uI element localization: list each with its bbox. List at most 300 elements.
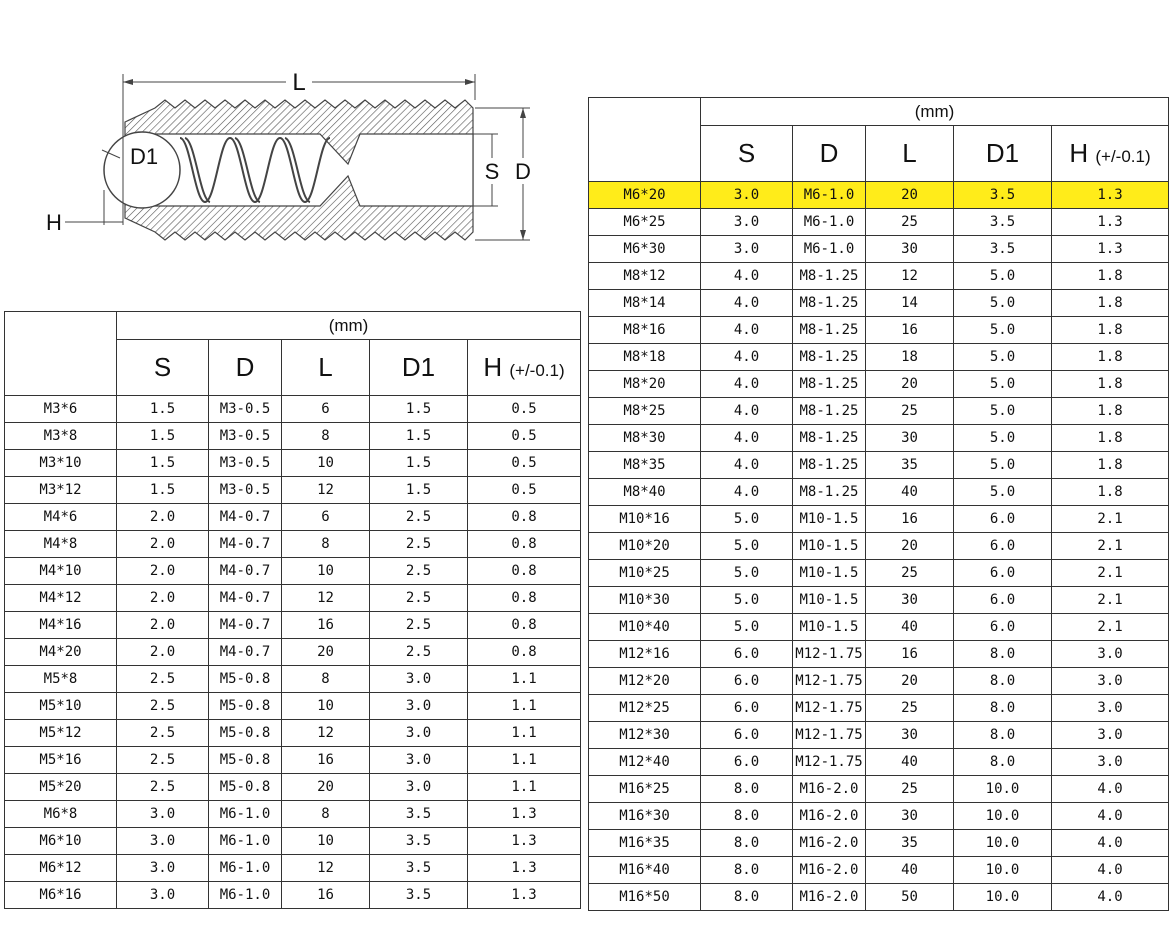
header-h-label: H — [1069, 138, 1089, 168]
value-cell: 4.0 — [701, 317, 793, 344]
value-cell: 1.8 — [1052, 479, 1169, 506]
value-cell: 3.0 — [117, 855, 209, 882]
table-row — [589, 884, 1169, 911]
table-row — [5, 747, 581, 774]
value-cell: 50 — [866, 884, 954, 911]
value-cell: 1.8 — [1052, 398, 1169, 425]
value-cell: 6.0 — [701, 668, 793, 695]
value-cell: 3.0 — [370, 747, 468, 774]
value-cell: 3.5 — [370, 828, 468, 855]
table-row — [589, 695, 1169, 722]
value-cell: 6.0 — [701, 749, 793, 776]
value-cell: M3-0.5 — [209, 450, 282, 477]
value-cell: 1.5 — [117, 477, 209, 504]
label-ball-protrusion: H — [46, 210, 62, 235]
model-cell: M12*16 — [589, 641, 701, 668]
model-cell: M6*12 — [5, 855, 117, 882]
value-cell: 40 — [866, 614, 954, 641]
model-cell: M16*30 — [589, 803, 701, 830]
value-cell: 16 — [866, 641, 954, 668]
value-cell: M10-1.5 — [793, 533, 866, 560]
table-row — [5, 801, 581, 828]
value-cell: 3.5 — [370, 855, 468, 882]
value-cell: 6 — [282, 504, 370, 531]
value-cell: 40 — [866, 749, 954, 776]
value-cell: M6-1.0 — [793, 236, 866, 263]
value-cell: 2.5 — [117, 774, 209, 801]
value-cell: 12 — [282, 855, 370, 882]
value-cell: 8.0 — [954, 641, 1052, 668]
value-cell: 4.0 — [701, 398, 793, 425]
value-cell: 0.8 — [468, 639, 581, 666]
value-cell: 16 — [282, 747, 370, 774]
label-hex-socket: S — [484, 159, 500, 184]
table-row — [5, 396, 581, 423]
value-cell: 3.5 — [370, 882, 468, 909]
value-cell: 0.8 — [468, 612, 581, 639]
value-cell: 1.1 — [468, 774, 581, 801]
model-cell: M12*30 — [589, 722, 701, 749]
value-cell: 2.5 — [370, 639, 468, 666]
model-cell: M6*8 — [5, 801, 117, 828]
value-cell: M6-1.0 — [209, 801, 282, 828]
value-cell: 4.0 — [1052, 803, 1169, 830]
table-row — [589, 803, 1169, 830]
value-cell: 2.0 — [117, 639, 209, 666]
value-cell: 1.3 — [468, 882, 581, 909]
value-cell: 2.5 — [370, 585, 468, 612]
value-cell: 3.5 — [954, 182, 1052, 209]
value-cell: 1.3 — [1052, 209, 1169, 236]
value-cell: 16 — [282, 882, 370, 909]
value-cell: 25 — [866, 398, 954, 425]
value-cell: M6-1.0 — [209, 882, 282, 909]
table-row — [5, 666, 581, 693]
value-cell: 2.1 — [1052, 614, 1169, 641]
value-cell: M6-1.0 — [209, 828, 282, 855]
value-cell: M6-1.0 — [209, 855, 282, 882]
table-row — [589, 749, 1169, 776]
model-cell: M12*40 — [589, 749, 701, 776]
table-row — [589, 263, 1169, 290]
value-cell: 2.0 — [117, 585, 209, 612]
value-cell: 20 — [282, 774, 370, 801]
model-cell: M5*8 — [5, 666, 117, 693]
model-cell: M5*20 — [5, 774, 117, 801]
value-cell: M8-1.25 — [793, 317, 866, 344]
table-row — [5, 531, 581, 558]
value-cell: 1.1 — [468, 747, 581, 774]
value-cell: 8.0 — [701, 884, 793, 911]
table-row — [5, 855, 581, 882]
value-cell: 2.1 — [1052, 587, 1169, 614]
model-cell: M8*35 — [589, 452, 701, 479]
corner-cell — [5, 312, 117, 396]
value-cell: 3.0 — [1052, 668, 1169, 695]
spec-table-left — [4, 311, 581, 909]
value-cell: 4.0 — [1052, 857, 1169, 884]
model-cell: M10*20 — [589, 533, 701, 560]
value-cell: 8.0 — [701, 803, 793, 830]
value-cell: 5.0 — [701, 614, 793, 641]
table-row — [5, 423, 581, 450]
value-cell: 3.0 — [370, 666, 468, 693]
table-row — [589, 506, 1169, 533]
header-d1: D1 — [370, 340, 468, 396]
value-cell: 8 — [282, 801, 370, 828]
table-row — [589, 452, 1169, 479]
value-cell: 35 — [866, 452, 954, 479]
value-cell: 12 — [282, 477, 370, 504]
value-cell: M16-2.0 — [793, 857, 866, 884]
value-cell: 0.8 — [468, 504, 581, 531]
value-cell: 40 — [866, 479, 954, 506]
table-body-right — [589, 182, 1169, 911]
table-row — [5, 720, 581, 747]
table-row — [589, 776, 1169, 803]
value-cell: 3.0 — [117, 828, 209, 855]
value-cell: 1.5 — [370, 423, 468, 450]
value-cell: M12-1.75 — [793, 641, 866, 668]
value-cell: M4-0.7 — [209, 639, 282, 666]
table-row — [589, 317, 1169, 344]
model-cell: M8*14 — [589, 290, 701, 317]
value-cell: 4.0 — [701, 371, 793, 398]
table-row — [5, 828, 581, 855]
table-row — [589, 722, 1169, 749]
model-cell: M10*25 — [589, 560, 701, 587]
table-row — [589, 641, 1169, 668]
model-cell: M12*20 — [589, 668, 701, 695]
value-cell: M8-1.25 — [793, 371, 866, 398]
table-row — [589, 290, 1169, 317]
model-cell: M6*10 — [5, 828, 117, 855]
value-cell: 0.8 — [468, 558, 581, 585]
value-cell: M3-0.5 — [209, 477, 282, 504]
table-row — [589, 425, 1169, 452]
value-cell: 1.5 — [117, 396, 209, 423]
value-cell: M4-0.7 — [209, 531, 282, 558]
table-row — [589, 182, 1169, 209]
table-row — [5, 612, 581, 639]
value-cell: 8 — [282, 423, 370, 450]
table-row — [5, 774, 581, 801]
value-cell: M8-1.25 — [793, 263, 866, 290]
value-cell: 3.5 — [954, 209, 1052, 236]
header-h — [1052, 126, 1169, 182]
value-cell: 20 — [282, 639, 370, 666]
model-cell: M12*25 — [589, 695, 701, 722]
model-cell: M4*10 — [5, 558, 117, 585]
table-row — [5, 504, 581, 531]
value-cell: M8-1.25 — [793, 344, 866, 371]
value-cell: M16-2.0 — [793, 830, 866, 857]
value-cell: 8.0 — [954, 722, 1052, 749]
value-cell: 18 — [866, 344, 954, 371]
value-cell: M8-1.25 — [793, 290, 866, 317]
value-cell: 2.5 — [117, 666, 209, 693]
value-cell: 8.0 — [954, 695, 1052, 722]
value-cell: 12 — [866, 263, 954, 290]
value-cell: 25 — [866, 695, 954, 722]
value-cell: M8-1.25 — [793, 425, 866, 452]
value-cell: 10.0 — [954, 803, 1052, 830]
table-row — [589, 344, 1169, 371]
model-cell: M5*16 — [5, 747, 117, 774]
value-cell: M6-1.0 — [793, 182, 866, 209]
model-cell: M6*16 — [5, 882, 117, 909]
value-cell: M12-1.75 — [793, 668, 866, 695]
value-cell: 8.0 — [701, 776, 793, 803]
label-length: L — [292, 69, 306, 96]
value-cell: 8 — [282, 531, 370, 558]
unit-header: (mm) — [701, 98, 1169, 126]
value-cell: 6.0 — [954, 533, 1052, 560]
value-cell: 10 — [282, 828, 370, 855]
value-cell: 5.0 — [954, 317, 1052, 344]
value-cell: 4.0 — [701, 290, 793, 317]
value-cell: 6.0 — [954, 560, 1052, 587]
value-cell: 3.0 — [370, 774, 468, 801]
value-cell: 8 — [282, 666, 370, 693]
value-cell: 2.5 — [117, 720, 209, 747]
table-row — [589, 830, 1169, 857]
unit-header: (mm) — [117, 312, 581, 340]
table-row — [589, 479, 1169, 506]
model-cell: M3*12 — [5, 477, 117, 504]
value-cell: M10-1.5 — [793, 587, 866, 614]
table-body-left — [5, 396, 581, 909]
model-cell: M4*6 — [5, 504, 117, 531]
table-row — [5, 477, 581, 504]
value-cell: 1.3 — [468, 855, 581, 882]
model-cell: M8*40 — [589, 479, 701, 506]
value-cell: 2.0 — [117, 531, 209, 558]
header-d1: D1 — [954, 126, 1052, 182]
value-cell: 2.5 — [370, 504, 468, 531]
value-cell: 5.0 — [701, 506, 793, 533]
table-row — [589, 668, 1169, 695]
value-cell: M5-0.8 — [209, 693, 282, 720]
table-row — [589, 614, 1169, 641]
value-cell: M4-0.7 — [209, 504, 282, 531]
model-cell: M6*30 — [589, 236, 701, 263]
value-cell: M12-1.75 — [793, 749, 866, 776]
value-cell: 0.5 — [468, 477, 581, 504]
value-cell: 5.0 — [701, 587, 793, 614]
header-h-tolerance: (+/-0.1) — [1095, 147, 1151, 166]
value-cell: 2.0 — [117, 558, 209, 585]
value-cell: 5.0 — [954, 263, 1052, 290]
model-cell: M8*30 — [589, 425, 701, 452]
model-cell: M3*8 — [5, 423, 117, 450]
header-s: S — [117, 340, 209, 396]
model-cell: M16*40 — [589, 857, 701, 884]
spring-plunger-diagram — [30, 60, 550, 260]
value-cell: 2.0 — [117, 504, 209, 531]
model-cell: M8*16 — [589, 317, 701, 344]
value-cell: 1.5 — [117, 450, 209, 477]
header-h — [468, 340, 581, 396]
value-cell: 10 — [282, 693, 370, 720]
value-cell: 2.1 — [1052, 533, 1169, 560]
table-row — [5, 693, 581, 720]
value-cell: 3.0 — [701, 209, 793, 236]
model-cell: M10*30 — [589, 587, 701, 614]
model-cell: M4*16 — [5, 612, 117, 639]
value-cell: 1.8 — [1052, 371, 1169, 398]
value-cell: 2.5 — [117, 747, 209, 774]
value-cell: 3.0 — [370, 720, 468, 747]
value-cell: 4.0 — [1052, 884, 1169, 911]
value-cell: 2.5 — [370, 612, 468, 639]
value-cell: 1.8 — [1052, 425, 1169, 452]
model-cell: M8*12 — [589, 263, 701, 290]
value-cell: 16 — [866, 506, 954, 533]
value-cell: M8-1.25 — [793, 398, 866, 425]
value-cell: 14 — [866, 290, 954, 317]
value-cell: M10-1.5 — [793, 614, 866, 641]
model-cell: M6*25 — [589, 209, 701, 236]
value-cell: 2.0 — [117, 612, 209, 639]
value-cell: 1.3 — [1052, 182, 1169, 209]
value-cell: 5.0 — [954, 398, 1052, 425]
table-row — [589, 857, 1169, 884]
value-cell: 1.5 — [370, 396, 468, 423]
value-cell: M8-1.25 — [793, 479, 866, 506]
model-cell: M5*12 — [5, 720, 117, 747]
value-cell: 1.3 — [1052, 236, 1169, 263]
corner-cell — [589, 98, 701, 182]
value-cell: 25 — [866, 776, 954, 803]
value-cell: 1.5 — [117, 423, 209, 450]
value-cell: 4.0 — [701, 344, 793, 371]
value-cell: 8.0 — [701, 857, 793, 884]
value-cell: 10 — [282, 450, 370, 477]
value-cell: 1.1 — [468, 666, 581, 693]
header-s: S — [701, 126, 793, 182]
model-cell: M16*25 — [589, 776, 701, 803]
value-cell: 3.5 — [370, 801, 468, 828]
model-cell: M10*16 — [589, 506, 701, 533]
value-cell: 2.1 — [1052, 506, 1169, 533]
model-cell: M8*18 — [589, 344, 701, 371]
value-cell: 0.8 — [468, 531, 581, 558]
value-cell: 2.1 — [1052, 560, 1169, 587]
value-cell: 6 — [282, 396, 370, 423]
table-row — [589, 371, 1169, 398]
value-cell: 5.0 — [701, 533, 793, 560]
value-cell: 4.0 — [701, 263, 793, 290]
value-cell: 5.0 — [701, 560, 793, 587]
value-cell: 3.0 — [1052, 749, 1169, 776]
value-cell: M12-1.75 — [793, 695, 866, 722]
header-h-tolerance: (+/-0.1) — [509, 361, 565, 380]
value-cell: 2.5 — [370, 558, 468, 585]
value-cell: 1.5 — [370, 477, 468, 504]
value-cell: 4.0 — [1052, 776, 1169, 803]
value-cell: 3.5 — [954, 236, 1052, 263]
model-cell: M10*40 — [589, 614, 701, 641]
value-cell: 5.0 — [954, 479, 1052, 506]
value-cell: M5-0.8 — [209, 774, 282, 801]
value-cell: 10.0 — [954, 884, 1052, 911]
table-row — [589, 236, 1169, 263]
value-cell: 16 — [282, 612, 370, 639]
value-cell: M3-0.5 — [209, 396, 282, 423]
value-cell: 10.0 — [954, 857, 1052, 884]
value-cell: 3.0 — [370, 693, 468, 720]
value-cell: 6.0 — [701, 695, 793, 722]
value-cell: 1.8 — [1052, 344, 1169, 371]
value-cell: 1.3 — [468, 801, 581, 828]
value-cell: 25 — [866, 560, 954, 587]
value-cell: M10-1.5 — [793, 506, 866, 533]
table-row — [589, 209, 1169, 236]
value-cell: M5-0.8 — [209, 666, 282, 693]
value-cell: 3.0 — [701, 236, 793, 263]
value-cell: 3.0 — [117, 801, 209, 828]
model-cell: M6*20 — [589, 182, 701, 209]
value-cell: 4.0 — [701, 479, 793, 506]
value-cell: 1.8 — [1052, 263, 1169, 290]
value-cell: M4-0.7 — [209, 612, 282, 639]
value-cell: 6.0 — [954, 506, 1052, 533]
header-l: L — [866, 126, 954, 182]
table-row — [589, 587, 1169, 614]
value-cell: M10-1.5 — [793, 560, 866, 587]
value-cell: 30 — [866, 425, 954, 452]
value-cell: 5.0 — [954, 344, 1052, 371]
value-cell: M6-1.0 — [793, 209, 866, 236]
value-cell: M12-1.75 — [793, 722, 866, 749]
label-thread-diameter: D — [515, 159, 531, 184]
value-cell: 8.0 — [954, 668, 1052, 695]
table-row — [589, 398, 1169, 425]
value-cell: 0.5 — [468, 396, 581, 423]
header-d: D — [793, 126, 866, 182]
spec-table-right — [588, 97, 1169, 911]
header-d: D — [209, 340, 282, 396]
value-cell: 3.0 — [1052, 722, 1169, 749]
value-cell: 30 — [866, 803, 954, 830]
model-cell: M3*6 — [5, 396, 117, 423]
value-cell: 8.0 — [954, 749, 1052, 776]
value-cell: M5-0.8 — [209, 747, 282, 774]
value-cell: 3.0 — [701, 182, 793, 209]
value-cell: 3.0 — [1052, 695, 1169, 722]
value-cell: 30 — [866, 587, 954, 614]
value-cell: 6.0 — [701, 641, 793, 668]
value-cell: 1.8 — [1052, 317, 1169, 344]
model-cell: M4*8 — [5, 531, 117, 558]
value-cell: 20 — [866, 533, 954, 560]
value-cell: 30 — [866, 236, 954, 263]
table-row — [5, 450, 581, 477]
table-row — [5, 882, 581, 909]
value-cell: 5.0 — [954, 425, 1052, 452]
model-cell: M8*20 — [589, 371, 701, 398]
value-cell: 1.8 — [1052, 290, 1169, 317]
value-cell: 5.0 — [954, 452, 1052, 479]
table-row — [589, 560, 1169, 587]
value-cell: 6.0 — [701, 722, 793, 749]
value-cell: M16-2.0 — [793, 803, 866, 830]
model-cell: M5*10 — [5, 693, 117, 720]
header-h-label: H — [483, 352, 503, 382]
value-cell: 0.8 — [468, 585, 581, 612]
value-cell: 25 — [866, 209, 954, 236]
